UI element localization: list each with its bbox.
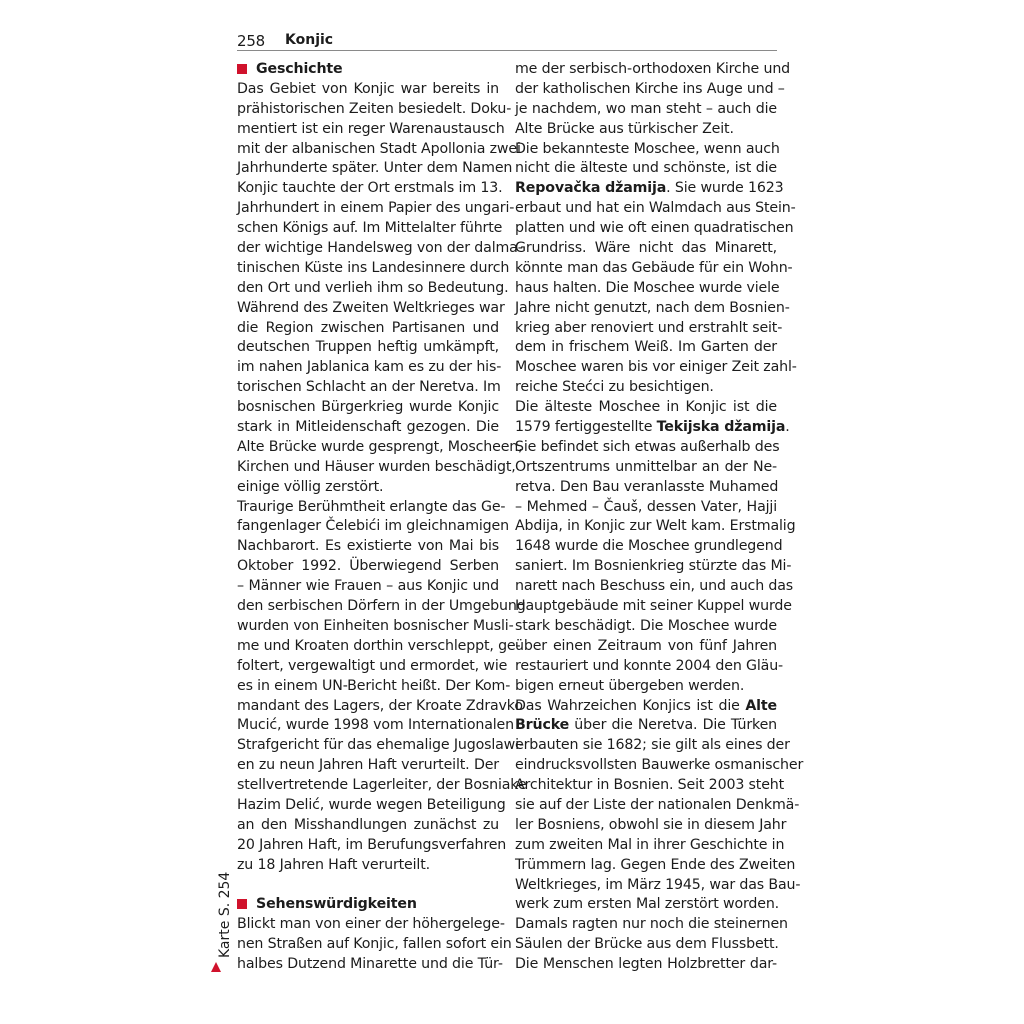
text-line: narett nach Beschuss ein, und auch das <box>515 578 794 595</box>
chapter-title: Konjic <box>285 32 334 48</box>
text-line: erbaut und hat ein Walmdach aus Stein- <box>515 200 796 217</box>
text-line: – Mehmed – Čauš, dessen Vater, Hajji <box>515 498 777 515</box>
text-line: platten und wie oft einen quadratischen <box>515 220 794 237</box>
text-line: schen Königs auf. Im Mittelalter führte <box>237 220 503 237</box>
text-line: Kirchen und Häuser wurden beschädigt, <box>237 458 516 475</box>
text-line: Mucić, wurde 1998 vom Internationalen <box>237 717 514 734</box>
text-line: über einen Zeitraum von fünf Jahren <box>515 637 777 654</box>
text-line: 1579 fertiggestellte Tekijska džamija. <box>515 419 790 436</box>
text-line: Repovačka džamija. Sie wurde 1623 <box>515 180 784 197</box>
text-line: Abdija, in Konjic zur Welt kam. Erstmalig <box>515 518 796 535</box>
text-line: Das Gebiet von Konjic war bereits in <box>237 80 499 97</box>
text-line: könnte man das Gebäude für ein Wohn- <box>515 259 793 276</box>
text-line: Sie befindet sich etwas außerhalb des <box>515 438 780 455</box>
text-line: an den Misshandlungen zunächst zu <box>237 816 499 833</box>
text-line: reiche Stećci zu besichtigen. <box>515 379 714 396</box>
page-number: 258 <box>237 32 266 50</box>
text-line: den Ort und verlieh ihm so Bedeutung. <box>237 279 509 296</box>
text-line: im nahen Jablanica kam es zu der his- <box>237 359 502 376</box>
text-line: mentiert ist ein reger Warenaustausch <box>237 120 505 137</box>
text-line: eindrucksvollsten Bauwerke osmanischer <box>515 757 804 774</box>
text-line: Nachbarort. Es existierte von Mai bis <box>237 538 499 555</box>
text-line: 1648 wurde die Moschee grundlegend <box>515 538 783 555</box>
text-line: erbauten sie 1682; sie gilt als eines der <box>515 737 790 754</box>
text-line: dem in frischem Weiß. Im Garten der <box>515 339 777 356</box>
text-line: Damals ragten nur noch die steinernen <box>515 916 788 933</box>
map-reference-label[interactable]: Karte S. 254 <box>217 871 233 958</box>
text-line: je nachdem, wo man steht – auch die <box>515 100 777 117</box>
text-line: Oktober 1992. Überwiegend Serben <box>237 558 499 575</box>
text-line: fangenlager Čelebići im gleichnamigen <box>237 518 509 535</box>
text-line: Die bekannteste Moschee, wenn auch <box>515 140 780 157</box>
text-line: Die Menschen legten Holzbretter dar- <box>515 956 777 973</box>
text-line: Hazim Delić, wurde wegen Beteiligung <box>237 796 506 813</box>
text-line: Jahre nicht genutzt, nach dem Bosnien- <box>515 299 790 316</box>
text-line: en zu neun Jahren Haft verurteilt. Der <box>237 757 499 774</box>
text-line: zu 18 Jahren Haft verurteilt. <box>237 856 430 873</box>
text-line: einige völlig zerstört. <box>237 478 384 495</box>
text-line: me und Kroaten dorthin verschleppt, ge- <box>237 637 521 654</box>
text-line: Während des Zweiten Weltkrieges war <box>237 299 505 316</box>
text-line: retva. Den Bau veranlasste Muhamed <box>515 478 779 495</box>
text-line: Konjic tauchte der Ort erstmals im 13. <box>237 180 503 197</box>
text-line: Brücke über die Neretva. Die Türken <box>515 717 777 734</box>
text-line: torischen Schlacht an der Neretva. Im <box>237 379 501 396</box>
section-heading-history <box>237 60 499 80</box>
text-line: mit der albanischen Stadt Apollonia zwei <box>237 140 521 157</box>
text-line: nicht die älteste und schönste, ist die <box>515 160 777 177</box>
text-line: krieg aber renoviert und erstrahlt seit- <box>515 319 783 336</box>
sights-text-continued <box>515 60 804 975</box>
text-line: prähistorischen Zeiten besiedelt. Doku- <box>237 100 512 117</box>
map-reference[interactable] <box>206 871 233 976</box>
text-line: stark beschädigt. Die Moschee wurde <box>515 617 777 634</box>
text-line: deutschen Truppen heftig umkämpft, <box>237 339 499 356</box>
text-line: es in einem UN-Bericht heißt. Der Kom- <box>237 677 511 694</box>
text-line: Traurige Berühmtheit erlangte das Ge- <box>237 498 506 515</box>
red-square-bullet-icon <box>237 899 247 909</box>
sights-text <box>237 915 512 975</box>
text-line: den serbischen Dörfern in der Umgebung <box>237 598 526 615</box>
text-line: der wichtige Handelsweg von der dalma- <box>237 240 523 257</box>
text-line: nen Straßen auf Konjic, fallen sofort ein <box>237 936 512 953</box>
history-text <box>237 80 527 876</box>
section-heading-label: Geschichte <box>256 61 343 77</box>
text-line: Ortszentrums unmittelbar an der Ne- <box>515 458 777 475</box>
text-line: der katholischen Kirche ins Auge und – <box>515 80 785 97</box>
text-line: Strafgericht für das ehemalige Jugoslawi- <box>237 737 524 754</box>
text-line: Säulen der Brücke aus dem Flussbett. <box>515 936 779 953</box>
left-column <box>237 60 527 975</box>
red-square-bullet-icon <box>237 64 247 74</box>
section-heading-sights <box>237 895 499 915</box>
text-line: stark in Mitleidenschaft gezogen. Die <box>237 419 499 436</box>
text-line: bosnischen Bürgerkrieg wurde Konjic <box>237 399 499 416</box>
text-line: Jahrhundert in einem Papier des ungari- <box>237 200 515 217</box>
text-line: stellvertretende Lagerleiter, der Bosniake <box>237 777 527 794</box>
text-line: Alte Brücke wurde gesprengt, Moscheen, <box>237 438 523 455</box>
text-line: Die älteste Moschee in Konjic ist die <box>515 399 777 416</box>
text-line: wurden von Einheiten bosnischer Musli- <box>237 617 514 634</box>
text-line: – Männer wie Frauen – aus Konjic und <box>237 578 499 595</box>
text-line: tinischen Küste ins Landesinnere durch <box>237 259 510 276</box>
text-line: Hauptgebäude mit seiner Kuppel wurde <box>515 598 792 615</box>
text-line: Das Wahrzeichen Konjics ist die Alte <box>515 697 777 714</box>
text-line: saniert. Im Bosnienkrieg stürzte das Mi- <box>515 558 792 575</box>
text-line: Architektur in Bosnien. Seit 2003 steht <box>515 777 785 794</box>
text-line: 20 Jahren Haft, im Berufungsverfahren <box>237 836 507 853</box>
text-line: die Region zwischen Partisanen und <box>237 319 499 336</box>
text-line: werk zum ersten Mal zerstört worden. <box>515 896 780 913</box>
text-line: ler Bosniens, obwohl sie in diesem Jahr <box>515 816 787 833</box>
text-line: restauriert und konnte 2004 den Gläu- <box>515 657 784 674</box>
text-line: Trümmern lag. Gegen Ende des Zweiten <box>515 856 796 873</box>
section-spacer <box>237 876 499 896</box>
text-line: Moschee waren bis vor einiger Zeit zahl- <box>515 359 797 376</box>
red-triangle-pointer-icon <box>211 962 221 972</box>
text-line: halbes Dutzend Minarette und die Tür- <box>237 956 503 973</box>
text-line: Alte Brücke aus türkischer Zeit. <box>515 120 734 137</box>
right-column <box>515 60 804 975</box>
text-line: haus halten. Die Moschee wurde viele <box>515 279 780 296</box>
text-line: me der serbisch-orthodoxen Kirche und <box>515 61 791 77</box>
section-heading-label: Sehenswürdigkeiten <box>256 896 417 913</box>
text-line: Grundriss. Wäre nicht das Minarett, <box>515 240 777 257</box>
text-line: zum zweiten Mal in ihrer Geschichte in <box>515 836 785 853</box>
text-line: Blickt man von einer der höhergelege- <box>237 916 505 933</box>
text-line: Jahrhunderte später. Unter dem Namen <box>237 160 513 177</box>
text-line: bigen erneut übergeben werden. <box>515 677 745 694</box>
text-line: mandant des Lagers, der Kroate Zdravko <box>237 697 523 714</box>
page-header <box>237 30 777 51</box>
text-line: foltert, vergewaltigt und ermordet, wie <box>237 657 508 674</box>
text-line: Weltkrieges, im März 1945, war das Bau- <box>515 876 801 893</box>
text-line: sie auf der Liste der nationalen Denkmä- <box>515 796 800 813</box>
